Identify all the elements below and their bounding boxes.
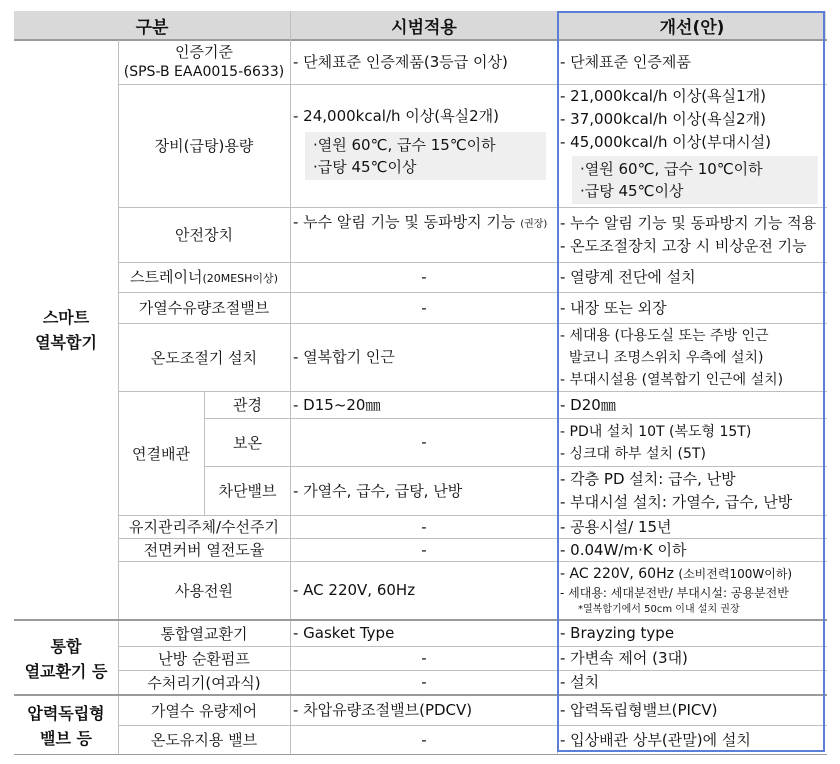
- value-line: -: [421, 298, 427, 317]
- label-piping-insulation: [205, 419, 290, 466]
- value-text: - 누수 알림 기능 및 동파방지 기능: [293, 212, 516, 231]
- pilot-piping-shutoff: [293, 467, 462, 515]
- value-line: - 단체표준 인증제품: [560, 52, 691, 71]
- value-line: - Brayzing type: [560, 624, 675, 642]
- value-line: - D15~20㎜: [293, 395, 381, 414]
- value-line: - 0.04W/m·K 이하: [560, 540, 687, 559]
- label-line: 인증기준: [175, 43, 233, 61]
- value-note: *열복합기에서 50cm 이내 설치 권장: [578, 603, 740, 615]
- improved-water-treatment: [560, 671, 599, 694]
- value-line: - 열량계 전단에 설치: [560, 268, 696, 286]
- pilot-safety: [293, 208, 547, 238]
- header-pilot: 시범적용: [291, 11, 557, 39]
- label-strainer: [118, 263, 290, 292]
- improved-cert: [560, 40, 691, 84]
- value-line: -: [421, 730, 427, 749]
- value-line: -: [421, 268, 427, 286]
- label-safety: [118, 208, 290, 262]
- value-line: [293, 211, 547, 236]
- value-line: -: [421, 433, 427, 451]
- value-line: - D20㎜: [560, 395, 616, 414]
- col-divider: [290, 11, 291, 754]
- improved-cover: [560, 539, 686, 561]
- pilot-hx: [293, 621, 394, 646]
- value-line: - 24,000kcal/h 이상(욕실2개): [293, 107, 499, 125]
- group-heat-exchanger: [14, 631, 118, 687]
- value-line: -: [421, 673, 427, 691]
- value-line: ·열원 60℃, 급수 10℃이하: [580, 160, 763, 178]
- value-line: - 37,000kcal/h 이상(욕실2개): [560, 110, 766, 128]
- value-line: - 열복합기 인근: [293, 348, 395, 366]
- value-line: - 세대용: 세대분전반/ 부대시설: 공용분전반: [560, 585, 789, 600]
- header-improved: 개선(안): [558, 11, 826, 39]
- group-label-line: 통합: [50, 637, 82, 656]
- pilot-piping-diameter: [293, 392, 380, 418]
- label-line: 가열수유량조절밸브: [138, 299, 270, 317]
- value-line: - 21,000kcal/h 이상(욕실1개): [560, 87, 766, 105]
- label-cert: [118, 40, 290, 84]
- value-line: - 단체표준 인증제품(3등급 이상): [293, 52, 508, 71]
- improved-temp-valve: [560, 726, 751, 754]
- value-line: - 온도조절장치 고장 시 비상운전 기능: [560, 237, 807, 255]
- improved-thermostat: [560, 324, 783, 391]
- pilot-water-treatment: [291, 671, 557, 694]
- col-divider: [557, 11, 558, 754]
- pilot-strainer: [291, 263, 557, 292]
- label-piping: [118, 392, 204, 515]
- label-thermostat: [118, 324, 290, 391]
- value-line: - 가변속 제어 (3대): [560, 649, 688, 667]
- label-flow-valve: [118, 293, 290, 323]
- pilot-capacity: [293, 85, 546, 207]
- value-line: - 45,000kcal/h 이상(부대시설): [560, 133, 771, 151]
- label-piping-shutoff: [205, 467, 290, 515]
- pilot-pump: [291, 647, 557, 670]
- group-label-line: 열복합기: [35, 333, 97, 352]
- label-note: (20MESH이상): [202, 271, 278, 285]
- label-line: 온도유지용 밸브: [150, 731, 258, 749]
- value-note: (소비전력100W이하): [678, 566, 793, 581]
- label-line: 유지관리주체/수선주기: [129, 518, 279, 536]
- value-line: [560, 565, 792, 584]
- improved-pump: [560, 647, 688, 670]
- label-line: 수처리기(여과식): [147, 673, 261, 692]
- value-line: - 가열수, 급수, 급탕, 난방: [293, 481, 463, 500]
- value-line: -: [421, 517, 427, 536]
- value-line: ·급탕 45℃이상: [313, 158, 417, 176]
- label-line: 가열수 유량제어: [150, 701, 258, 720]
- group-label-line: 열교환기 등: [24, 662, 108, 681]
- label-line: [130, 267, 278, 289]
- pilot-cert: [293, 40, 508, 84]
- pilot-maintenance: [291, 516, 557, 538]
- value-line: - 누수 알림 기능 및 동파방지 기능 적용: [560, 214, 817, 232]
- value-line: - PD내 설치 10T (복도형 15T): [560, 423, 752, 440]
- label-flow-control: [118, 696, 290, 725]
- value-line: 발코니 조명스위치 우측에 설치): [560, 349, 764, 366]
- label-text: 스트레이너: [130, 267, 203, 286]
- improved-piping-shutoff: [560, 467, 792, 515]
- label-pump: [118, 647, 290, 670]
- label-line: 장비(급탕)용량: [154, 137, 254, 155]
- value-line: - 차압유량조절밸브(PDCV): [293, 701, 473, 719]
- improved-flow-control: [560, 696, 718, 725]
- improved-piping-insulation: [560, 419, 751, 466]
- label-line: 보온: [233, 433, 262, 452]
- label-hx: [118, 621, 290, 646]
- value-line: - 각층 PD 설치: 급수, 난방: [560, 470, 736, 488]
- label-line: 통합열교환기: [160, 624, 248, 643]
- pilot-flow-control: [293, 696, 472, 725]
- value-line: - 공용시설/ 15년: [560, 517, 672, 536]
- value-line: ·급탕 45℃이상: [580, 182, 684, 200]
- value-text: - AC 220V, 60Hz: [560, 565, 674, 582]
- pilot-condition-box: [305, 132, 546, 180]
- value-line: -: [421, 649, 427, 667]
- label-line: (SPS-B EAA0015-6633): [123, 64, 285, 80]
- improved-maintenance: [560, 516, 672, 538]
- pilot-thermostat: [293, 324, 395, 391]
- label-line: 온도조절기 설치: [150, 348, 258, 367]
- label-maintenance: [118, 516, 290, 538]
- value-line: ·열원 60℃, 급수 15℃이하: [313, 136, 496, 154]
- label-piping-diameter: [205, 392, 290, 418]
- improved-hx: [560, 621, 674, 646]
- value-line: - 싱크대 하부 설치 (5T): [560, 445, 706, 462]
- pilot-flow-valve: [291, 293, 557, 323]
- improved-power: [560, 562, 792, 619]
- improved-piping-diameter: [560, 392, 616, 418]
- value-note: (권장): [520, 218, 548, 230]
- label-line: 연결배관: [132, 444, 190, 463]
- label-line: 관경: [233, 396, 262, 414]
- value-line: - 부대시설용 (열복합기 인근에 설치): [560, 371, 784, 388]
- pilot-temp-valve: [291, 726, 557, 754]
- label-line: 전면커버 열전도율: [143, 541, 265, 559]
- label-power: [118, 562, 290, 619]
- pilot-power: [293, 562, 415, 619]
- label-line: 사용전원: [175, 581, 233, 600]
- improved-safety: [560, 208, 816, 262]
- group-label-line: 밸브 등: [40, 728, 92, 748]
- value-line: - Gasket Type: [293, 624, 395, 642]
- group-label-line: 압력독립형: [27, 703, 105, 723]
- improved-condition-box: [572, 156, 818, 204]
- value-line: -: [421, 540, 427, 559]
- improved-flow-valve: [560, 293, 667, 323]
- pilot-cover: [291, 539, 557, 561]
- value-line: - 내장 또는 외장: [560, 298, 667, 317]
- group-valve: [14, 697, 118, 754]
- group-smart-heat-unit: [14, 300, 118, 360]
- label-water-treatment: [118, 671, 290, 694]
- improved-capacity: [560, 85, 818, 207]
- value-line: - 입상배관 상부(관말)에 설치: [560, 730, 751, 749]
- label-line: 난방 순환펌프: [158, 649, 250, 668]
- label-line: 차단밸브: [218, 482, 277, 500]
- group-label-line: 스마트: [42, 308, 90, 327]
- pilot-piping-insulation: [291, 419, 557, 466]
- label-line: 안전장치: [175, 226, 233, 244]
- value-line: - 압력독립형밸브(PICV): [560, 701, 718, 719]
- table-bottom: [14, 754, 827, 755]
- improved-strainer: [560, 263, 696, 292]
- label-temp-valve: [118, 726, 290, 754]
- header-category: 구분: [14, 11, 290, 39]
- value-line: - 설치: [560, 673, 600, 691]
- label-cover: [118, 539, 290, 561]
- value-line: - 부대시설 설치: 가열수, 급수, 난방: [560, 493, 793, 511]
- value-line: - 세대용 (다용도실 또는 주방 인근: [560, 327, 769, 344]
- label-capacity: [118, 85, 290, 207]
- value-line: - AC 220V, 60Hz: [293, 581, 416, 599]
